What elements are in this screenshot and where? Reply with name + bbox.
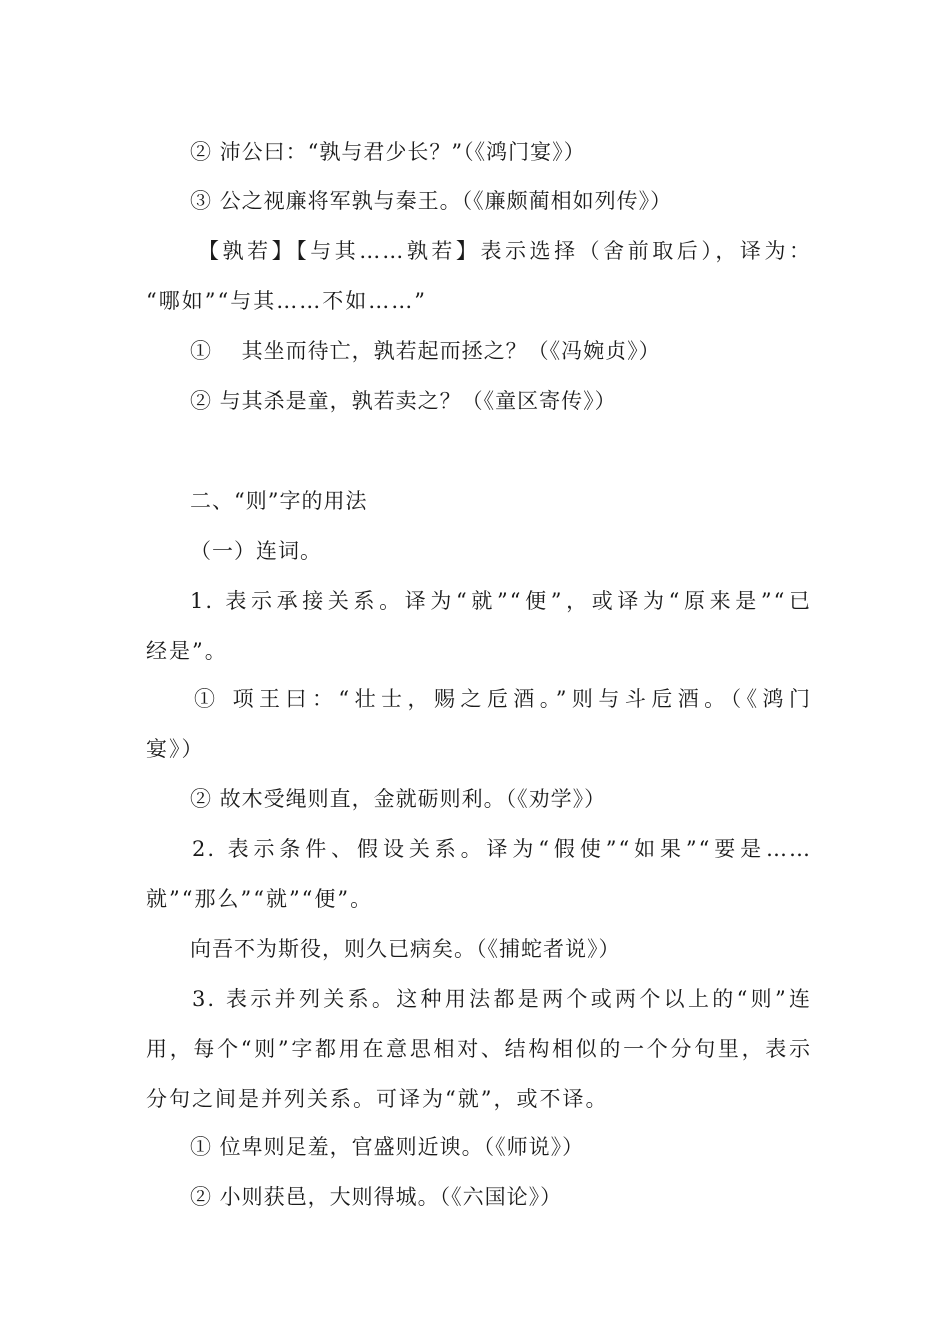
paragraph-line: 分句之间是并列关系。可译为“就”，或不译。 <box>146 1087 609 1111</box>
paragraph-line: 宴》） <box>146 737 205 761</box>
paragraph-line: 1. 表示承接关系。译为“就”“便”，或译为“原来是”“已 <box>190 589 812 613</box>
paragraph-line: ① 项王曰：“壮士，赐之卮酒。”则与斗卮酒。（《鸿门 <box>194 687 812 711</box>
explanation-paragraph <box>146 824 812 924</box>
explanation-paragraph <box>146 974 812 1124</box>
paragraph-line: 就”“那么”“就”“便”。 <box>146 887 374 911</box>
example-paragraph <box>146 674 812 774</box>
example-line: ① 位卑则足羞，官盛则近谀。（《师说》） <box>190 1135 585 1159</box>
example-line: ③ 公之视廉将军孰与秦王。（《廉颇蔺相如列传》） <box>190 189 673 213</box>
example-line: ② 小则获邑，大则得城。（《六国论》） <box>190 1185 563 1209</box>
paragraph-line: 用，每个“则”字都用在意思相对、结构相似的一个分句里，表示 <box>146 1037 812 1061</box>
paragraph-line: 经是”。 <box>146 639 228 663</box>
paragraph-line: 【孰若】【与其……孰若】表示选择（舍前取后），译为： <box>198 239 812 263</box>
example-line: ② 与其杀是童，孰若卖之？（《童区寄传》） <box>190 389 617 413</box>
paragraph-line: 3. 表示并列关系。这种用法都是两个或两个以上的“则”连 <box>192 987 812 1011</box>
explanation-paragraph <box>146 226 812 326</box>
paragraph-line: “哪如”“与其……不如……” <box>146 289 427 313</box>
example-line: ② 故木受绳则直，金就砺则利。（《劝学》） <box>190 787 607 811</box>
subsection-heading: （一）连词。 <box>190 539 322 563</box>
section-heading: 二、“则”字的用法 <box>190 489 368 513</box>
example-line: ① 其坐而待亡，孰若起而拯之？（《冯婉贞》） <box>190 339 661 363</box>
example-line: 向吾不为斯役，则久已病矣。（《捕蛇者说》） <box>190 937 621 961</box>
explanation-paragraph <box>146 576 812 676</box>
paragraph-line: 2. 表示条件、假设关系。译为“假使”“如果”“要是…… <box>192 837 812 861</box>
example-line: ② 沛公曰：“孰与君少长？”（《鸿门宴》） <box>190 140 586 164</box>
